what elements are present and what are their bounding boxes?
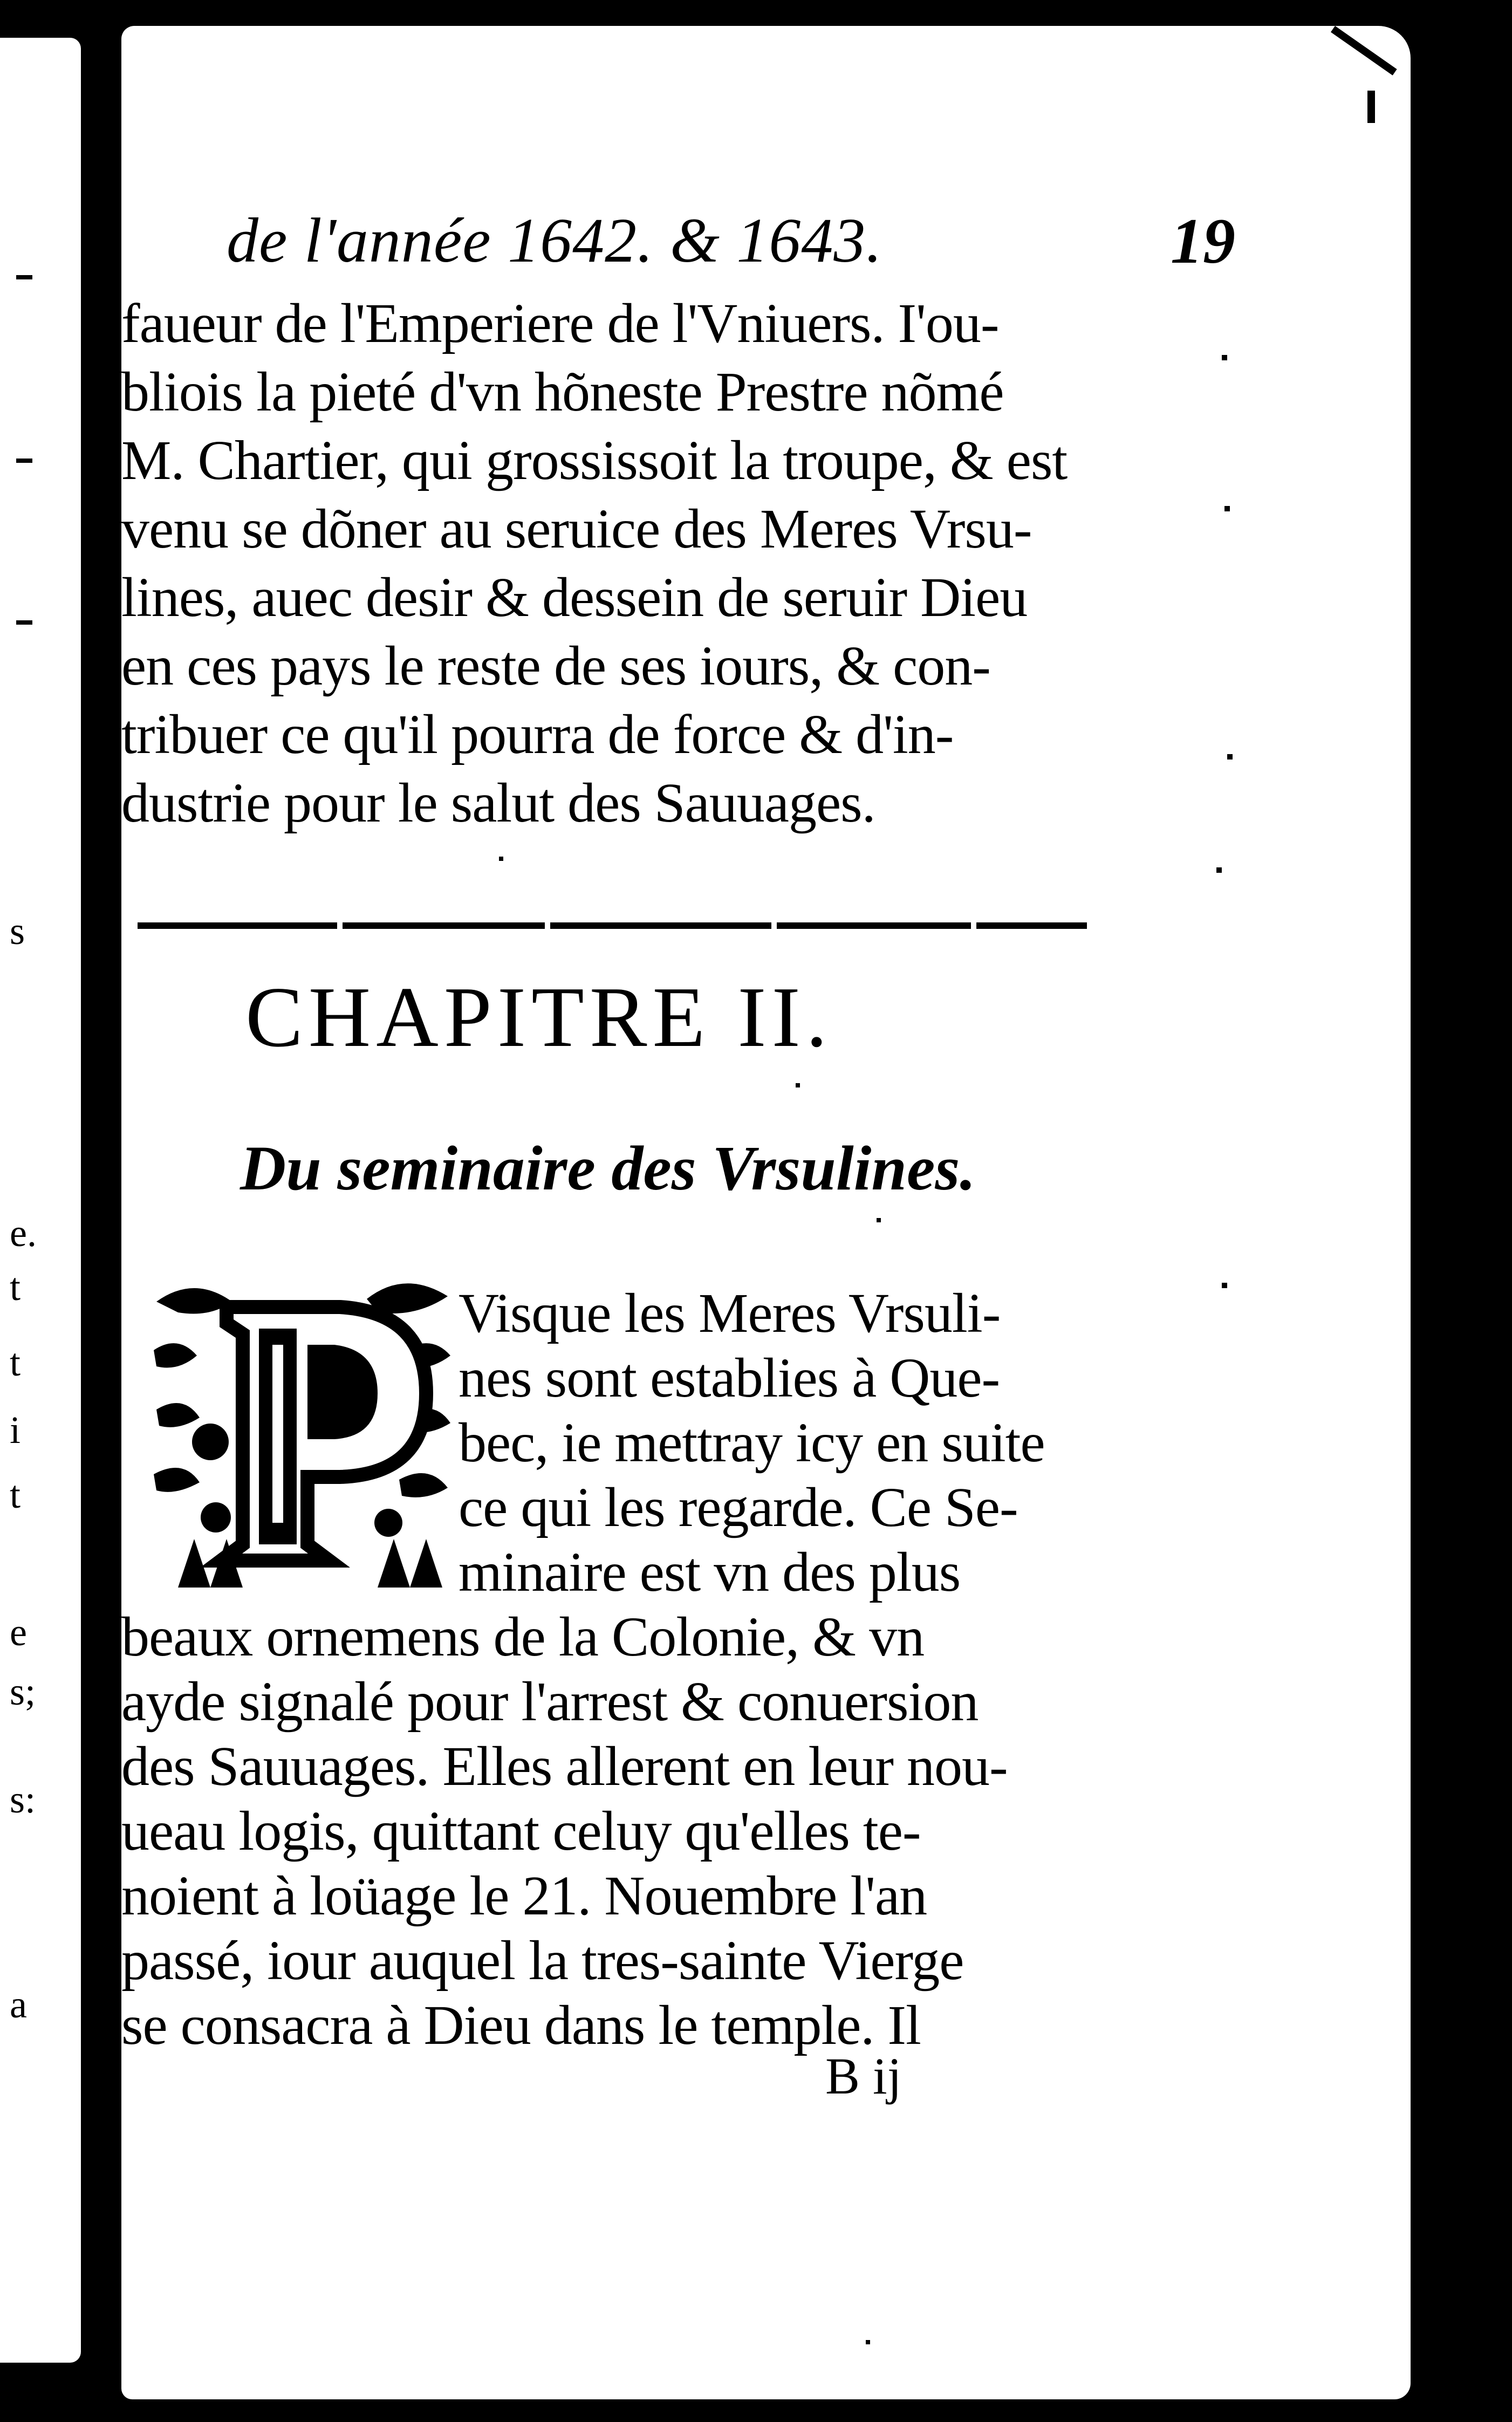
running-head-title: de l'année 1642. & 1643. [227,205,882,276]
running-head [227,204,1235,285]
text-line: bec, ie mettray icy en suite [459,1412,1045,1474]
text-line: se consacra à Dieu dans le temple. Il [121,1994,921,2056]
text-line: M. Chartier, qui grossissoit la troupe, & est [121,429,1068,491]
page-number: 19 [1171,205,1235,277]
ornamental-drop-cap [146,1269,456,1588]
facing-page-fragment: i [10,1408,21,1452]
text-line: lines, auec desir & dessein de seruir Dieu [121,566,1028,628]
facing-page-fragment: a [10,1983,27,2026]
facing-page-fragment: t [10,1473,21,1516]
text-line: beaux ornemens de la Colonie, & vn [121,1606,925,1668]
text-line: tribuer ce qu'il pourra de force & d'in- [121,703,954,765]
text-line: ayde signalé pour l'arrest & conuersion [121,1671,979,1733]
facing-page-fragment: s: [10,1778,36,1821]
text-line: en ces pays le reste de ses iours, & con- [121,635,990,697]
chapter-title: CHAPITRE II. [245,969,833,1065]
text-line: venu se dõner au seruice des Meres Vrsu- [121,498,1032,560]
text-line: ce qui les regarde. Ce Se- [459,1476,1018,1538]
text-line: bliois la pieté d'vn hõneste Prestre nõmé [121,361,1004,423]
text-line: passé, iour auquel la tres-sainte Vierge [121,1930,964,1992]
facing-page-fragment: s; [10,1670,36,1713]
text-line: dustrie pour le salut des Sauuages. [121,772,875,834]
facing-page-fragment: s [10,909,25,953]
text-line: faueur de l'Emperiere de l'Vniuers. I'ou- [121,292,999,354]
facing-page-fragment: t [10,1265,21,1309]
facing-page-fragment: e. [10,1212,37,1255]
text-line: minaire est vn des plus [459,1541,961,1603]
chapter-rule [121,916,1087,935]
facing-page-fragment: e [10,1611,27,1654]
text-line: des Sauuages. Elles allerent en leur nou- [121,1735,1008,1797]
text-line: nes sont establies à Que- [459,1347,1000,1409]
facing-page-edge [0,38,81,2363]
book-page [121,26,1411,2399]
facing-page-fragment: t [10,1341,21,1384]
text-line: ueau logis, quittant celuy qu'elles te- [121,1800,921,1862]
catchword-signature: B ij [825,2047,902,2105]
chapter-subtitle: Du seminaire des Vrsulines. [240,1133,976,1203]
text-line: noient à loüage le 21. Nouembre l'an [121,1865,927,1927]
text-line: Visque les Meres Vrsuli- [459,1282,1001,1344]
